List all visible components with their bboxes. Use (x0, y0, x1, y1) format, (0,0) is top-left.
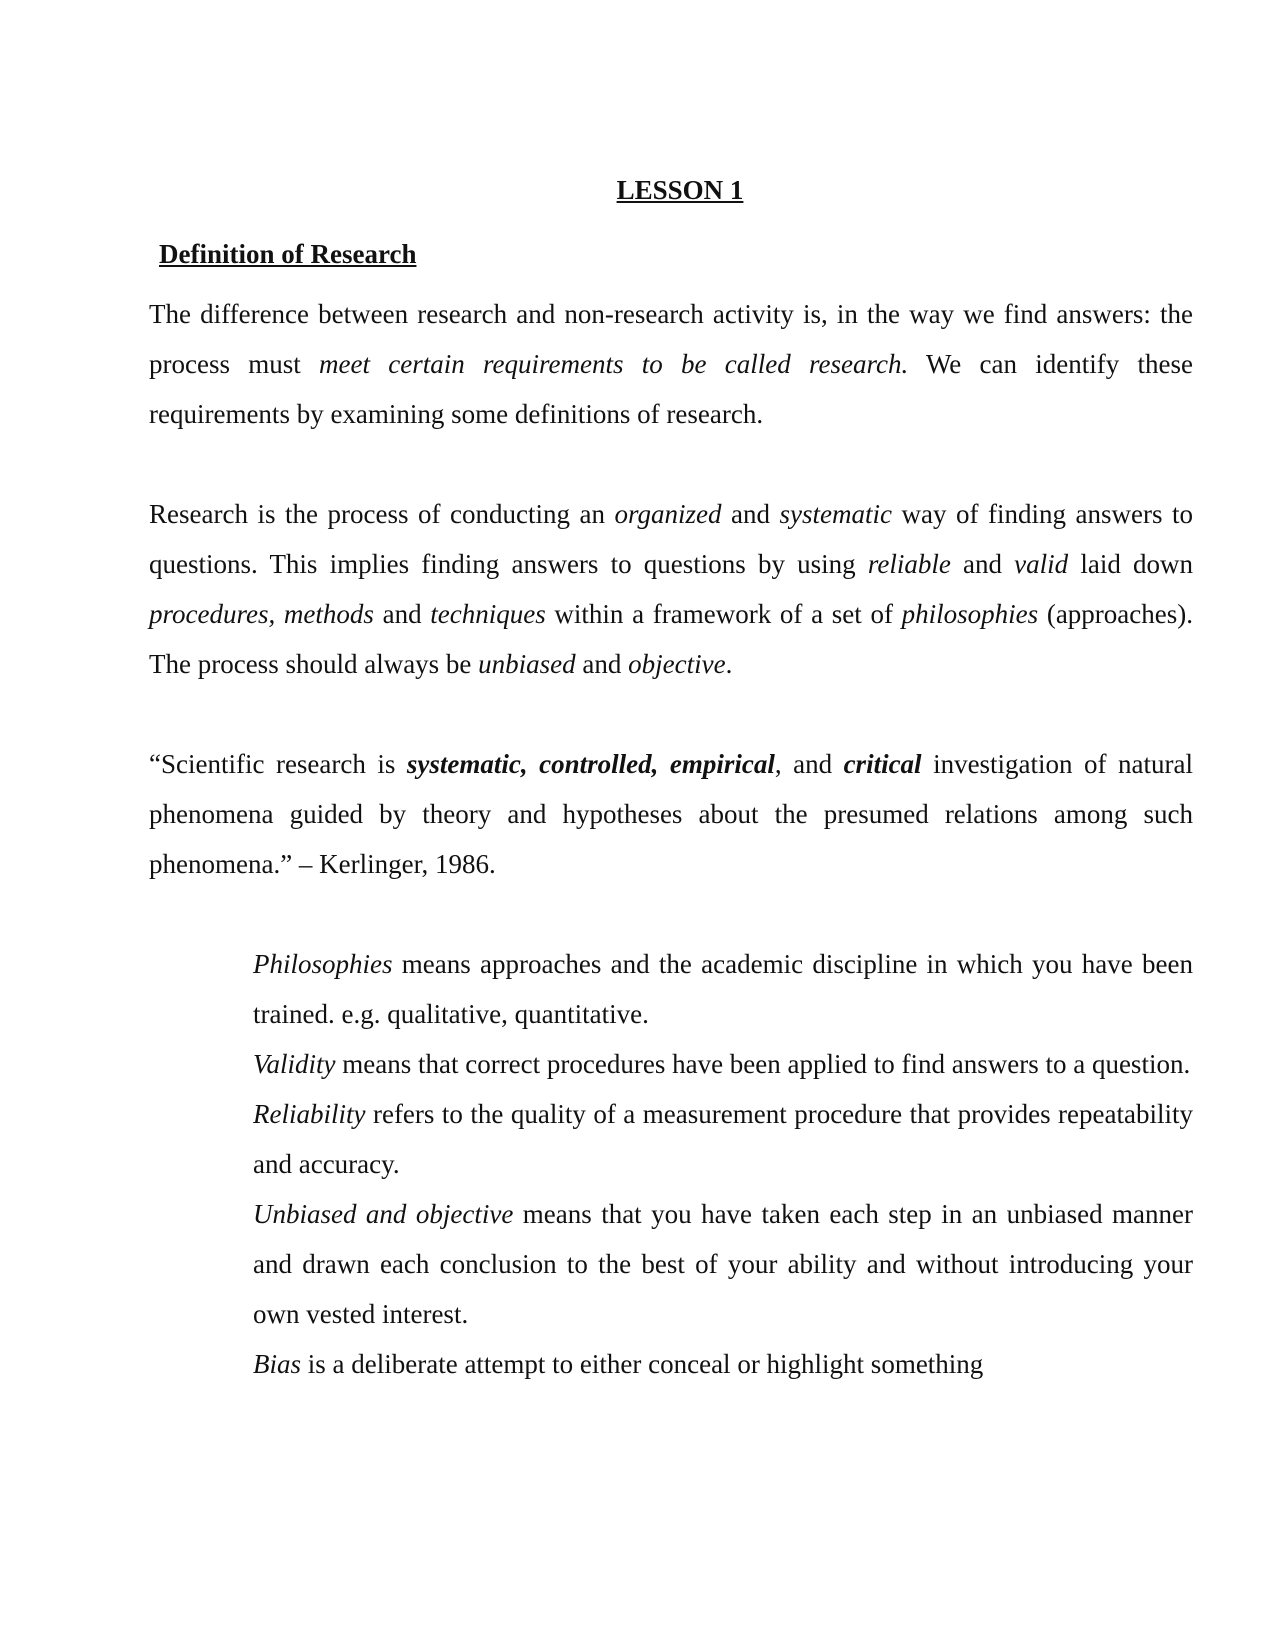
italic-emphasis: valid (1014, 549, 1069, 579)
section-heading: Definition of Research (159, 239, 417, 269)
italic-emphasis: philosophies (901, 599, 1039, 629)
definition-item (253, 939, 1193, 1039)
italic-emphasis: objective (628, 649, 726, 679)
paragraph-text: laid down (1068, 549, 1193, 579)
definition-term: Bias (253, 1349, 302, 1379)
paragraph-text: and (575, 649, 629, 679)
paragraph-text: , and (774, 749, 844, 779)
definition-term: Reliability (253, 1099, 366, 1129)
paragraph-text: The difference between research and non-research activity is, in the way we find answers: the process must (149, 299, 1193, 379)
paragraph-text: and (721, 499, 780, 529)
paragraph-difference (149, 289, 1193, 439)
italic-emphasis: unbiased (478, 649, 576, 679)
bold-italic-emphasis: critical (843, 749, 922, 779)
definition-item (253, 1339, 1193, 1389)
paragraph-text: We can identify these requirements by examining some definitions of research. (149, 349, 1194, 429)
definition-text: means that correct procedures have been applied to find answers to a question. (335, 1049, 1191, 1079)
paragraph-text: and (373, 599, 431, 629)
definition-term: Validity (253, 1049, 336, 1079)
definition-item (253, 1089, 1193, 1189)
italic-emphasis: procedures, methods (149, 599, 374, 629)
paragraph-kerlinger-quote (149, 739, 1193, 889)
paragraph-text: way of finding answers to questions. This implies finding answers to questions by using (149, 499, 1193, 579)
definition-term: Philosophies (253, 949, 393, 979)
italic-emphasis: meet certain requirements to be called research. (319, 349, 909, 379)
italic-emphasis: organized (614, 499, 722, 529)
paragraph-text: (approaches). The process should always be (149, 599, 1193, 679)
italic-emphasis: reliable (867, 549, 951, 579)
bold-italic-emphasis: systematic, controlled, empirical (406, 749, 775, 779)
lesson-title: LESSON 1 (616, 175, 744, 205)
paragraph-text: “Scientific research is (149, 749, 407, 779)
paragraph-text: investigation of natural phenomena guided by theory and hypotheses about the presumed relations among such phenomena.” – Kerlinger, 1986. (149, 749, 1193, 879)
italic-emphasis: systematic (779, 499, 892, 529)
italic-emphasis: techniques (430, 599, 546, 629)
definition-text: is a deliberate attempt to either conceal or highlight something (301, 1349, 984, 1379)
definition-text: means that you have taken each step in an unbiased manner and drawn each conclusion to the best of your ability and without introducing your own vested interest. (253, 1199, 1193, 1329)
definition-item (253, 1039, 1193, 1089)
paragraph-text: Research is the process of conducting an (149, 499, 615, 529)
definition-term: Unbiased and objective (253, 1199, 514, 1229)
paragraph-text: and (950, 549, 1015, 579)
definition-item (253, 1189, 1193, 1339)
definitions-list (253, 939, 1193, 1389)
paragraph-text: . (725, 649, 733, 679)
definition-text: refers to the quality of a measurement procedure that provides repeatability and accuracy. (253, 1099, 1193, 1179)
paragraph-research-process (149, 489, 1193, 689)
paragraph-text: within a framework of a set of (545, 599, 902, 629)
definition-text: means approaches and the academic discipline in which you have been trained. e.g. qualitative, quantitative. (253, 949, 1193, 1029)
